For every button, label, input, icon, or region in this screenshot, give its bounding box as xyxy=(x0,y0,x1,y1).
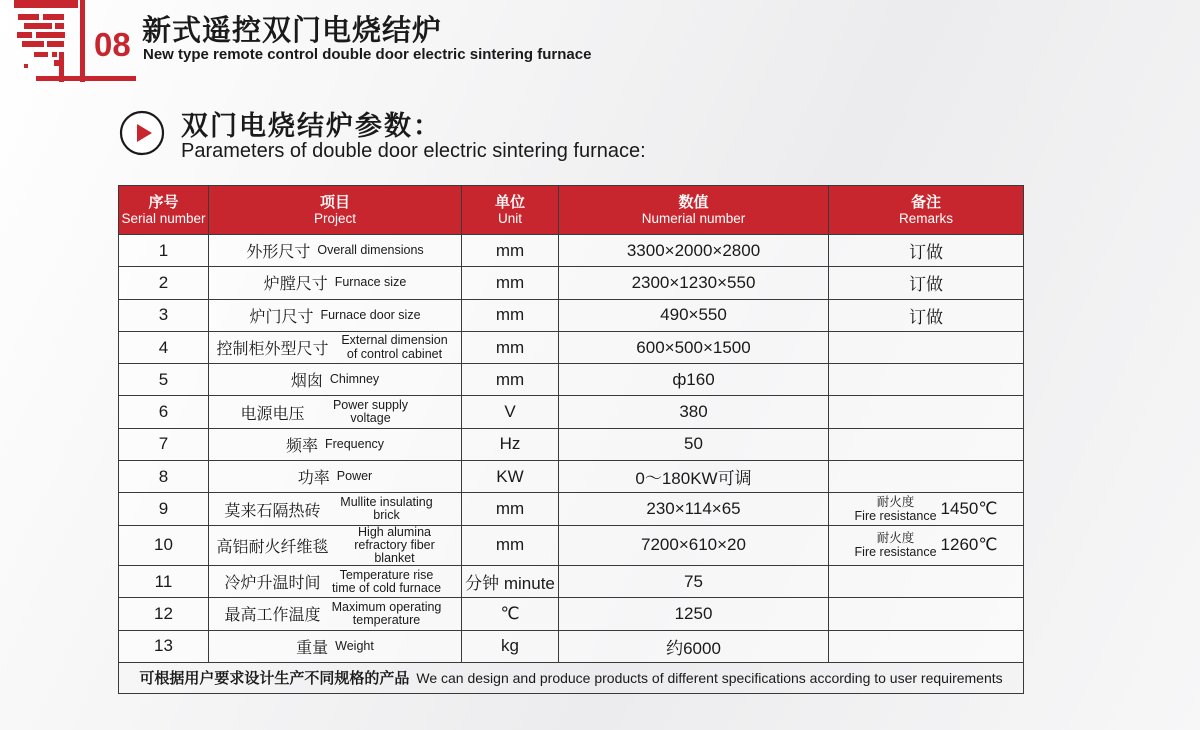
cell-serial: 1 xyxy=(119,235,209,267)
cell-unit: mm xyxy=(462,267,559,299)
table-row xyxy=(119,235,1024,267)
project-en: Power xyxy=(336,469,373,484)
cell-unit: mm xyxy=(462,299,559,331)
project-en: Overall dimensions xyxy=(317,243,424,258)
project-en: Furnace door size xyxy=(320,307,421,322)
table-row xyxy=(119,525,1024,565)
cell-serial: 13 xyxy=(119,630,209,662)
project-cn: 外形尺寸 xyxy=(246,244,311,262)
cell-unit: mm xyxy=(462,364,559,396)
cell-remark xyxy=(829,396,1024,428)
project-en: Weight xyxy=(335,638,374,653)
project-cn: 炉膛尺寸 xyxy=(263,276,328,294)
project-en: Maximum operating temperature xyxy=(331,599,442,627)
project-cn: 高铝耐火纤维毯 xyxy=(216,538,329,556)
cell-remark xyxy=(829,461,1024,493)
remark-label-en: Fire resistance xyxy=(854,509,937,524)
table-header-row xyxy=(119,186,1024,235)
cell-value: 3300×2000×2800 xyxy=(559,235,829,267)
project-en: Power supply voltage xyxy=(332,398,409,426)
remark-text: 订做 xyxy=(909,275,943,295)
cell-value: 380 xyxy=(559,396,829,428)
cell-remark xyxy=(829,428,1024,460)
table-row xyxy=(119,630,1024,662)
table-row xyxy=(119,396,1024,428)
cell-remark xyxy=(829,598,1024,630)
header-project xyxy=(209,186,462,235)
cell-serial: 4 xyxy=(119,331,209,363)
cell-serial: 3 xyxy=(119,299,209,331)
project-cn: 频率 xyxy=(285,437,318,455)
header-cn: 备注 xyxy=(910,193,941,211)
header-en: Unit xyxy=(497,210,522,226)
cell-remark xyxy=(829,235,1024,267)
project-en: Frequency xyxy=(324,436,385,451)
cell-unit: mm xyxy=(462,235,559,267)
cell-serial: 5 xyxy=(119,364,209,396)
table-row xyxy=(119,493,1024,525)
table-row xyxy=(119,364,1024,396)
cell-value: 1250 xyxy=(559,598,829,630)
cell-serial: 7 xyxy=(119,428,209,460)
project-en: Temperature rise time of cold furnace xyxy=(331,567,442,595)
header-cn: 数值 xyxy=(678,193,709,211)
cell-unit: Hz xyxy=(462,428,559,460)
cell-unit: mm xyxy=(462,525,559,565)
cell-serial: 8 xyxy=(119,461,209,493)
section-number: 08 xyxy=(94,26,131,63)
remark-value: 1450℃ xyxy=(940,499,998,519)
cell-value: 约6000 xyxy=(559,630,829,662)
header-cn: 项目 xyxy=(319,193,350,211)
cell-project xyxy=(209,267,462,299)
cell-project xyxy=(209,630,462,662)
cell-remark xyxy=(829,331,1024,363)
cell-unit: KW xyxy=(462,461,559,493)
cell-remark xyxy=(829,630,1024,662)
cell-serial: 11 xyxy=(119,566,209,598)
cell-remark xyxy=(829,364,1024,396)
cell-remark xyxy=(829,267,1024,299)
cell-project xyxy=(209,566,462,598)
cell-value: 75 xyxy=(559,566,829,598)
remark-fire-resistance xyxy=(829,531,1023,560)
cell-serial: 2 xyxy=(119,267,209,299)
table-row xyxy=(119,267,1024,299)
page-title: 新式遥控双门电烧结炉 xyxy=(142,15,443,47)
table-row xyxy=(119,566,1024,598)
footer-note xyxy=(119,662,1024,693)
section-subtitle: Parameters of double door electric sintering furnace: xyxy=(181,140,646,162)
remark-label-en: Fire resistance xyxy=(854,545,937,560)
remark-label-cn: 耐火度 xyxy=(876,530,915,545)
remark-value: 1260℃ xyxy=(940,535,998,555)
cell-unit: mm xyxy=(462,493,559,525)
footer-note-cn: 可根据用户要求设计生产不同规格的产品 xyxy=(139,670,410,688)
project-cn: 烟囱 xyxy=(290,373,323,391)
header-en: Serial number xyxy=(121,210,206,226)
cell-value: 2300×1230×550 xyxy=(559,267,829,299)
header-serial xyxy=(119,186,209,235)
project-en: External dimension of control cabinet xyxy=(341,333,448,361)
project-en: Mullite insulating brick xyxy=(340,494,433,523)
project-cn: 功率 xyxy=(297,470,330,488)
project-cn: 控制柜外型尺寸 xyxy=(216,341,329,359)
table-row xyxy=(119,461,1024,493)
cell-project xyxy=(209,331,462,363)
page-subtitle: New type remote control double door electric sintering furnace xyxy=(143,46,592,63)
parameters-table xyxy=(118,185,1024,694)
header-cn: 序号 xyxy=(148,193,179,211)
table-row xyxy=(119,428,1024,460)
cell-value: 7200×610×20 xyxy=(559,525,829,565)
cell-serial: 6 xyxy=(119,396,209,428)
footer-note-en: We can design and produce products of different specifications according to user requirements xyxy=(416,670,1003,687)
header-value xyxy=(559,186,829,235)
cell-remark xyxy=(829,525,1024,565)
project-en: High alumina refractory fiber blanket xyxy=(354,525,435,565)
project-en: Chimney xyxy=(329,372,380,387)
cell-unit: 分钟 minute xyxy=(462,566,559,598)
section-title: 双门电烧结炉参数： xyxy=(181,111,442,141)
cell-project xyxy=(209,461,462,493)
header-en: Project xyxy=(313,210,357,226)
cell-project xyxy=(209,493,462,525)
cell-project xyxy=(209,525,462,565)
header-en: Remarks xyxy=(898,210,953,226)
cell-remark xyxy=(829,566,1024,598)
header-unit xyxy=(462,186,559,235)
table-row xyxy=(119,299,1024,331)
cell-remark xyxy=(829,493,1024,525)
cell-project xyxy=(209,598,462,630)
cell-value: 50 xyxy=(559,428,829,460)
cell-project xyxy=(209,396,462,428)
cell-project xyxy=(209,428,462,460)
header-cn: 单位 xyxy=(494,193,525,211)
remark-label-cn: 耐火度 xyxy=(876,494,915,509)
cell-value: 230×114×65 xyxy=(559,493,829,525)
cell-unit: mm xyxy=(462,331,559,363)
play-icon xyxy=(118,109,166,157)
cell-project xyxy=(209,299,462,331)
project-cn: 电源电压 xyxy=(240,405,305,423)
project-cn: 最高工作温度 xyxy=(224,607,321,625)
cell-serial: 12 xyxy=(119,598,209,630)
project-cn: 莫来石隔热砖 xyxy=(224,502,321,520)
cell-unit: kg xyxy=(462,630,559,662)
cell-value: 600×500×1500 xyxy=(559,331,829,363)
table-row xyxy=(119,598,1024,630)
table-row xyxy=(119,331,1024,363)
cell-serial: 9 xyxy=(119,493,209,525)
cell-value: 0～180KW可调 xyxy=(559,461,829,493)
cell-unit: V xyxy=(462,396,559,428)
header-remarks xyxy=(829,186,1024,235)
cell-serial: 10 xyxy=(119,525,209,565)
table-footer-row xyxy=(119,662,1024,693)
project-cn: 炉门尺寸 xyxy=(249,308,314,326)
cell-project xyxy=(209,364,462,396)
project-cn: 冷炉升温时间 xyxy=(224,575,321,593)
cell-unit: ℃ xyxy=(462,598,559,630)
cell-project xyxy=(209,235,462,267)
cell-remark xyxy=(829,299,1024,331)
section-logo-icon xyxy=(14,0,139,82)
header-en: Numerial number xyxy=(641,210,746,226)
project-cn: 重量 xyxy=(296,639,329,657)
cell-value: ф160 xyxy=(559,364,829,396)
project-en: Furnace size xyxy=(334,275,407,290)
remark-text: 订做 xyxy=(909,307,943,327)
remark-text: 订做 xyxy=(909,243,943,263)
remark-fire-resistance xyxy=(829,495,1023,524)
cell-value: 490×550 xyxy=(559,299,829,331)
